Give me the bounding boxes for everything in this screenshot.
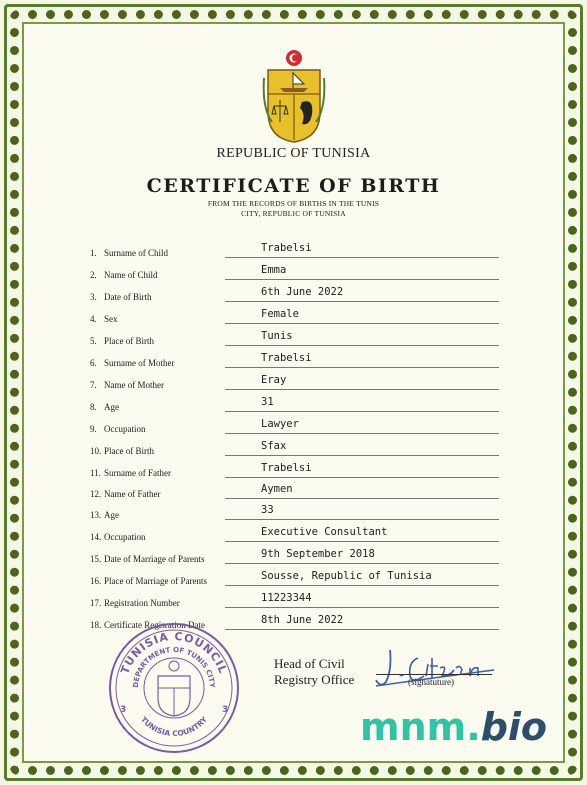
certificate-field-row: [0, 522, 587, 544]
field-label: Surname of Mother: [104, 358, 175, 368]
watermark-part1: mnm.: [360, 705, 481, 749]
field-value: 6th June 2022: [261, 286, 344, 298]
certificate-field-row: [0, 610, 587, 632]
field-underline: [225, 301, 499, 302]
certificate-field-row: [0, 436, 587, 458]
field-number: 14.: [90, 532, 102, 542]
field-number: 8.: [90, 402, 97, 412]
registry-line2: Registry Office: [274, 672, 355, 687]
signature-line: [376, 674, 492, 675]
field-number: 12.: [90, 489, 102, 499]
field-label: Place of Marriage of Parents: [104, 576, 207, 586]
field-label: Name of Mother: [104, 380, 164, 390]
field-underline: [225, 323, 499, 324]
field-label: Occupation: [104, 424, 146, 434]
certificate-field-row: [0, 566, 587, 588]
field-number: 6.: [90, 358, 97, 368]
field-number: 10.: [90, 446, 102, 456]
field-label: Registration Number: [104, 598, 180, 608]
field-number: 18.: [90, 620, 102, 630]
field-label: Name of Father: [104, 489, 161, 499]
field-underline: [225, 433, 499, 434]
field-underline: [225, 389, 499, 390]
watermark-part2: bio: [480, 705, 548, 749]
signature-caption: (signatuture): [408, 677, 454, 687]
field-value: 33: [261, 504, 274, 516]
field-value: Tunis: [261, 330, 293, 342]
field-number: 13.: [90, 510, 102, 520]
field-underline: [225, 345, 499, 346]
field-label: Surname of Child: [104, 248, 168, 258]
watermark-logo: [360, 705, 547, 749]
field-value: Female: [261, 308, 299, 320]
field-value: Eray: [261, 374, 287, 386]
field-underline: [225, 541, 499, 542]
field-value: 8th June 2022: [261, 614, 344, 626]
field-number: 7.: [90, 380, 97, 390]
certificate-field-row: [0, 414, 587, 436]
certificate-field-row: [0, 500, 587, 522]
field-label: Occupation: [104, 532, 146, 542]
field-underline: [225, 585, 499, 586]
registry-office-label: [274, 656, 354, 688]
field-value: Sousse, Republic of Tunisia: [261, 570, 432, 582]
field-value: Aymen: [261, 483, 293, 495]
field-underline: [225, 455, 499, 456]
field-label: Sex: [104, 314, 118, 324]
certificate-subtitle-line1: FROM THE RECORDS OF BIRTHS IN THE TUNIS: [207, 199, 380, 208]
certificate-field-row: [0, 348, 587, 370]
field-number: 9.: [90, 424, 97, 434]
field-number: 11.: [90, 468, 101, 478]
certificate-field-row: [0, 458, 587, 480]
svg-text:3: 3: [222, 705, 229, 715]
field-number: 1.: [90, 248, 97, 258]
field-label: Certificate Regisration Date: [104, 620, 205, 630]
field-number: 15.: [90, 554, 102, 564]
tunisia-emblem-icon: [262, 48, 326, 144]
field-label: Place of Birth: [104, 336, 154, 346]
field-value: Trabelsi: [261, 242, 312, 254]
field-number: 5.: [90, 336, 97, 346]
field-number: 2.: [90, 270, 97, 280]
field-underline: [225, 411, 499, 412]
field-label: Name of Child: [104, 270, 158, 280]
field-underline: [225, 563, 499, 564]
field-label: Place of Birth: [104, 446, 154, 456]
svg-text:TUNISIA COUNCIL: TUNISIA COUNCIL: [118, 629, 230, 676]
certificate-field-row: [0, 304, 587, 326]
certificate-field-row: [0, 479, 587, 501]
certificate-field-row: [0, 370, 587, 392]
certificate-field-row: [0, 282, 587, 304]
field-value: Lawyer: [261, 418, 299, 430]
certificate-title: CERTIFICATE OF BIRTH: [146, 175, 441, 197]
field-underline: [225, 519, 499, 520]
field-label: Date of Birth: [104, 292, 152, 302]
field-underline: [225, 498, 499, 499]
country-name: REPUBLIC OF TUNISIA: [216, 146, 371, 161]
certificate-field-row: [0, 544, 587, 566]
field-number: 4.: [90, 314, 97, 324]
field-value: 9th September 2018: [261, 548, 375, 560]
certificate-subtitle-line2: CITY, REPUBLIC OF TUNISIA: [241, 209, 346, 218]
field-number: 17.: [90, 598, 102, 608]
field-underline: [225, 607, 499, 608]
svg-text:3: 3: [120, 705, 127, 715]
field-number: 3.: [90, 292, 97, 302]
field-underline: [225, 367, 499, 368]
field-underline: [225, 279, 499, 280]
field-value: Executive Consultant: [261, 526, 388, 538]
field-underline: [225, 257, 499, 258]
field-value: Trabelsi: [261, 462, 312, 474]
svg-text:DEPARTMENT OF TUNIS CITY: DEPARTMENT OF TUNIS CITY: [131, 645, 217, 688]
svg-text:TUNISIA COUNTRY: TUNISIA COUNTRY: [139, 714, 209, 739]
field-label: Date of Marriage of Parents: [104, 554, 205, 564]
field-underline: [225, 477, 499, 478]
field-value: 31: [261, 396, 274, 408]
field-label: Age: [104, 402, 119, 412]
council-seal-stamp: [106, 620, 242, 756]
certificate-field-row: [0, 326, 587, 348]
certificate-field-row: [0, 238, 587, 260]
field-underline: [225, 629, 499, 630]
field-value: Sfax: [261, 440, 287, 452]
field-value: 11223344: [261, 592, 312, 604]
field-value: Emma: [261, 264, 287, 276]
certificate-field-row: [0, 260, 587, 282]
field-label: Surname of Father: [104, 468, 171, 478]
certificate-field-row: [0, 588, 587, 610]
field-label: Age: [104, 510, 119, 520]
registry-line1: Head of Civil: [274, 656, 345, 671]
field-value: Trabelsi: [261, 352, 312, 364]
field-number: 16.: [90, 576, 102, 586]
certificate-field-row: [0, 392, 587, 414]
